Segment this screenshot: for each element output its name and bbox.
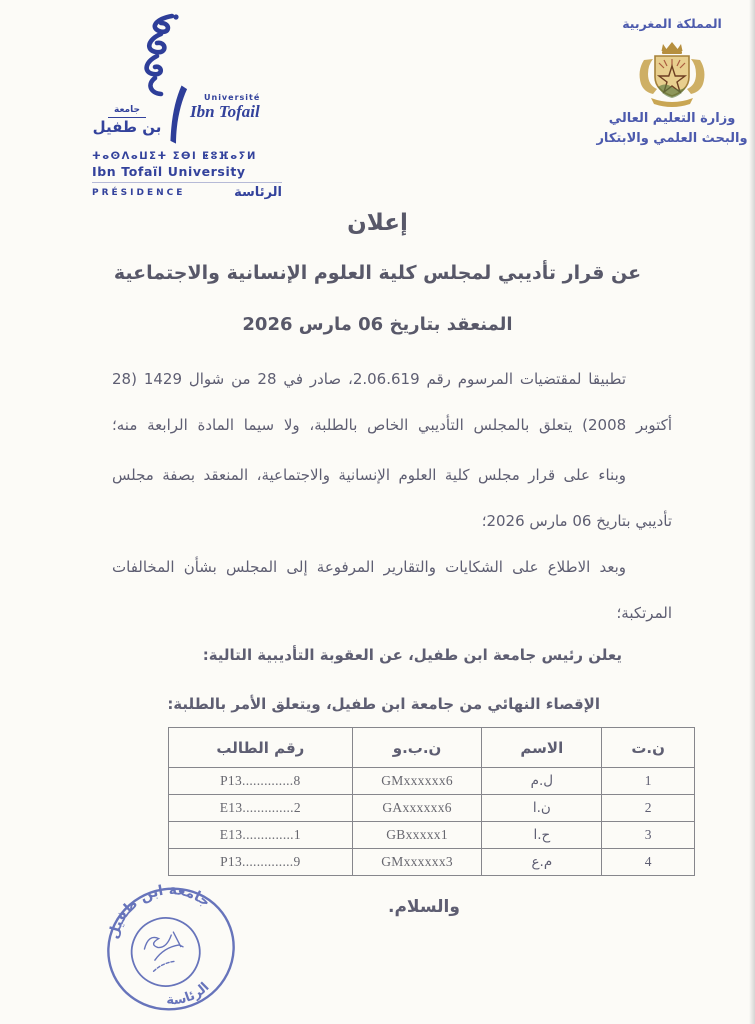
cell-serial: 2: [602, 795, 695, 822]
sanctions-table: [168, 727, 695, 876]
svg-text:الرئاسة: [161, 978, 214, 1014]
stamp-arc-top-text: جامعة ابن طفيل: [105, 882, 214, 941]
paragraph-complaints-review: [112, 544, 672, 636]
paragraph-council-decision: [112, 452, 672, 544]
cell-student-id: E13..............2: [169, 795, 353, 822]
cell-student-id: P13..............9: [169, 849, 353, 876]
col-header-student-id: رقم الطالب: [169, 728, 353, 768]
presidence-french-label: PRÉSIDENCE: [92, 187, 186, 198]
table-row: [169, 795, 695, 822]
cell-name: ح.ا: [482, 822, 602, 849]
ministry-name-line1: وزارة التعليم العالي: [608, 111, 736, 126]
logo-ibn-tofail-script: Ibn Tofail: [190, 102, 260, 121]
table-row: [169, 849, 695, 876]
cell-serial: 4: [602, 849, 695, 876]
cell-name: ل.م: [482, 768, 602, 795]
cell-cin: GMxxxxxx3: [352, 849, 482, 876]
paragraph-line: أكتوبر 2008) يتعلق بالمجلس التأديبي الخاص بالطلبة، ولا سيما المادة الرابعة منه؛: [112, 416, 672, 434]
announcement-title: إعلان: [347, 210, 408, 236]
logo-arabic-univ-word: جامعة: [108, 106, 146, 118]
logo-latin-name: Ibn Tofaïl University: [92, 164, 246, 179]
cell-cin: GMxxxxxx6: [352, 768, 482, 795]
closing-salutation: والسلام.: [388, 897, 460, 917]
paragraph-exclusion-statement: [112, 681, 672, 727]
logo-arabic-ibn-tofail: بن طفيل: [92, 117, 162, 136]
table-header-row: [169, 728, 695, 768]
paragraph-line: الإقصاء النهائي من جامعة ابن طفيل، ويتعلق الأمر بالطلبة:: [167, 695, 600, 713]
col-header-cin: ن.ب.و: [352, 728, 482, 768]
table-row: [169, 822, 695, 849]
kingdom-title: المملكة المغربية: [622, 16, 722, 31]
table-row: [169, 768, 695, 795]
logo-lockup: [92, 82, 282, 148]
session-date-line: المنعقد بتاريخ 06 مارس 2026: [242, 314, 513, 335]
stamp-arc-bottom-text: الرئاسة: [166, 979, 213, 1009]
cell-serial: 1: [602, 768, 695, 795]
paragraph-line: تأديبي بتاريخ 06 مارس 2026؛: [481, 512, 672, 530]
paragraph-line: وبعد الاطلاع على الشكايات والتقارير المرفوعة إلى المجلس بشأن المخالفات: [112, 558, 626, 576]
cell-cin: GBxxxxx1: [352, 822, 482, 849]
presidence-arabic-label: الرئاسة: [234, 185, 282, 200]
logo-arabic-name: [92, 82, 162, 135]
logo-french-name: [190, 82, 260, 120]
paragraph-line: المرتكبة؛: [616, 604, 672, 622]
cell-cin: GAxxxxxx6: [352, 795, 482, 822]
morocco-coat-of-arms-icon: [634, 35, 710, 107]
presidency-round-stamp: [80, 858, 262, 1024]
paragraph-line: يعلن رئيس جامعة ابن طفيل، عن العقوبة التأديبية التالية:: [202, 646, 622, 664]
signature-scribble: [142, 929, 188, 972]
logo-presidence-row: [92, 182, 282, 200]
cell-name: ن.ا: [482, 795, 602, 822]
cell-student-id: P13..............8: [169, 768, 353, 795]
paragraph-line: وبناء على قرار مجلس كلية العلوم الإنسانية والاجتماعية، المنعقد بصفة مجلس: [112, 466, 626, 484]
paragraph-decree-reference: [112, 356, 672, 448]
svg-text:جامعة ابن طفيل: [94, 866, 216, 945]
col-header-name: الاسم: [482, 728, 602, 768]
cell-student-id: E13..............1: [169, 822, 353, 849]
logo-tifinagh-line: ⵜⴰⵙⴷⴰⵡⵉⵜ ⵉⴱⵏ ⵟⵓⴼⴰⵢⵍ: [92, 151, 257, 162]
cell-name: م.ع: [482, 849, 602, 876]
announcement-subtitle: عن قرار تأديبي لمجلس كلية العلوم الإنسانية والاجتماعية: [113, 262, 642, 284]
paragraph-sanction-announcement: [112, 632, 672, 678]
cell-serial: 3: [602, 822, 695, 849]
paragraph-line: تطبيقا لمقتضيات المرسوم رقم 2.06.619، صادر في 28 من شوال 1429 (28: [112, 370, 626, 388]
ink-stroke-icon: [164, 82, 188, 148]
university-logo: [92, 10, 282, 200]
ministry-block: [593, 16, 751, 149]
ministry-name-line2: والبحث العلمي والابتكار: [596, 131, 748, 147]
col-header-serial: ن.ت: [602, 728, 695, 768]
logo-universite-label: Université: [204, 93, 261, 102]
